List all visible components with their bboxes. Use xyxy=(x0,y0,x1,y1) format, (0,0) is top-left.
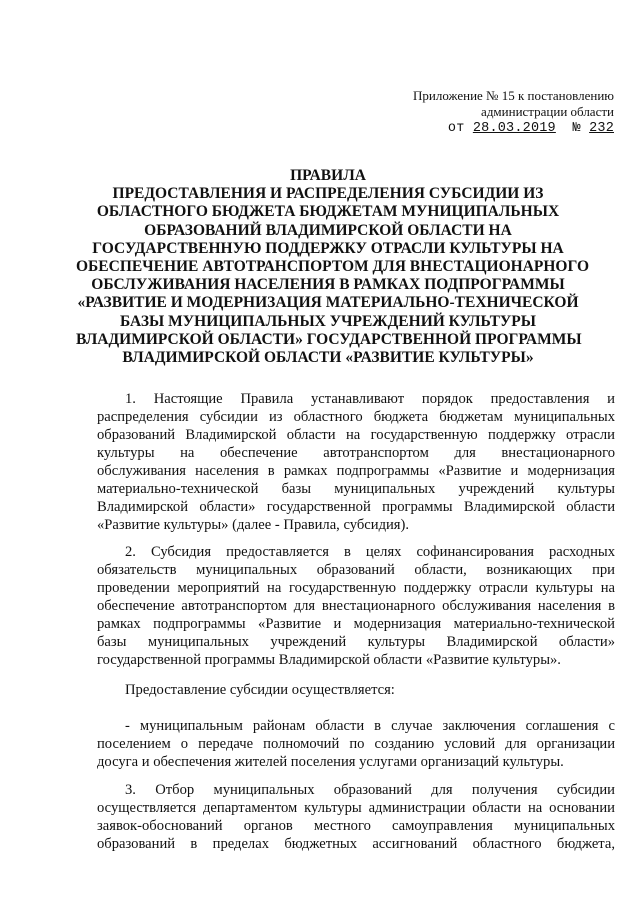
title-line: ОБСЛУЖИВАНИЯ НАСЕЛЕНИЯ В РАМКАХ ПОДПРОГРАММЫ xyxy=(91,276,565,294)
text-line: заявок-обоснований органов местного самоуправления муниципальных xyxy=(97,818,615,834)
text-line: распределения субсидии из областного бюджета бюджетам муниципальных xyxy=(97,409,615,425)
paragraph-2 xyxy=(97,543,615,669)
paragraph-3 xyxy=(97,681,615,699)
paragraph-1 xyxy=(97,390,615,408)
text-line: поселением о передаче полномочий по созданию условий для организации xyxy=(97,736,615,752)
text-line: осуществляется департаментом культуры администрации области на основании xyxy=(97,800,615,816)
text-line: материально-технической базы муниципальных учреждений культуры xyxy=(97,481,615,497)
appendix-line-2: администрации области xyxy=(481,104,614,119)
text-line: обслуживания населения в рамках подпрограммы «Развитие и модернизация xyxy=(97,463,615,479)
order-number-sign: № xyxy=(572,121,581,136)
title-line: ПРАВИЛА xyxy=(290,167,366,184)
text-line: проведении мероприятий на государственную поддержку отрасли культуры на xyxy=(97,580,615,596)
title-line: БАЗЫ МУНИЦИПАЛЬНЫХ УЧРЕЖДЕНИЙ КУЛЬТУРЫ xyxy=(120,312,536,330)
text-line: государственной программы Владимирской области «Развитие культуры». xyxy=(97,652,561,668)
title-line: ВЛАДИМИРСКОЙ ОБЛАСТИ «РАЗВИТИЕ КУЛЬТУРЫ» xyxy=(122,349,534,367)
text-line: обеспечение автотранспортом для внестационарного обслуживания населения в xyxy=(97,598,615,614)
paragraph-1-continued xyxy=(97,408,615,534)
title-line: ПРЕДОСТАВЛЕНИЯ И РАСПРЕДЕЛЕНИЯ СУБСИДИИ ИЗ xyxy=(112,185,544,203)
title-line: ОБЛАСТНОГО БЮДЖЕТА БЮДЖЕТАМ МУНИЦИПАЛЬНЫХ xyxy=(96,203,560,221)
document-title xyxy=(76,167,590,367)
text-line: «Развитие культуры» (далее - Правила, субсидия). xyxy=(97,517,410,533)
order-number: 232 xyxy=(589,121,614,136)
title-line: ОБРАЗОВАНИЙ ВЛАДИМИРСКОЙ ОБЛАСТИ НА xyxy=(144,221,512,239)
text-line: 2. Субсидия предоставляется в целях софинансирования расходных xyxy=(125,544,615,560)
text-line: 1. Настоящие Правила устанавливают порядок предоставления и xyxy=(125,391,615,407)
paragraph-4 xyxy=(97,717,615,771)
text-line: 3. Отбор муниципальных образований для получения субсидии xyxy=(125,782,615,798)
text-line: Владимирской области» государственной программы Владимирской области xyxy=(97,499,615,515)
text-line: культуры на обеспечение автотранспортом для внестационарного xyxy=(97,445,615,461)
order-reference xyxy=(354,121,614,137)
text-line: образований в пределах бюджетных ассигнований областного бюджета, xyxy=(97,836,615,852)
title-line: «РАЗВИТИЕ И МОДЕРНИЗАЦИЯ МАТЕРИАЛЬНО-ТЕХНИЧЕСКОЙ xyxy=(77,294,579,312)
text-line: рамках подпрограммы «Развитие и модернизация материально-технической xyxy=(97,616,615,632)
appendix-line-1: Приложение № 15 к постановлению xyxy=(413,88,614,103)
title-line: ВЛАДИМИРСКОЙ ОБЛАСТИ» ГОСУДАРСТВЕННОЙ ПРОГРАММЫ xyxy=(76,330,582,348)
appendix-header xyxy=(354,88,614,137)
text-line: Предоставление субсидии осуществляется: xyxy=(125,682,395,698)
text-line: досуга и обеспечения жителей поселения услугами организаций культуры. xyxy=(97,754,564,770)
text-line: образований Владимирской области на государственную поддержку отрасли xyxy=(97,427,615,443)
text-line: - муниципальным районам области в случае заключения соглашения с xyxy=(125,718,615,734)
text-line: базы муниципальных учреждений культуры Владимирской области» xyxy=(97,634,615,650)
order-date: 28.03.2019 xyxy=(472,121,556,136)
title-line: ОБЕСПЕЧЕНИЕ АВТОТРАНСПОРТОМ ДЛЯ ВНЕСТАЦИОНАРНОГО xyxy=(76,258,590,276)
title-line: ГОСУДАРСТВЕННУЮ ПОДДЕРЖКУ ОТРАСЛИ КУЛЬТУРЫ НА xyxy=(92,239,564,257)
paragraph-5 xyxy=(97,781,615,853)
order-prefix: от xyxy=(447,121,465,136)
text-line: обязательств муниципальных образований области, возникающих при xyxy=(97,562,615,578)
